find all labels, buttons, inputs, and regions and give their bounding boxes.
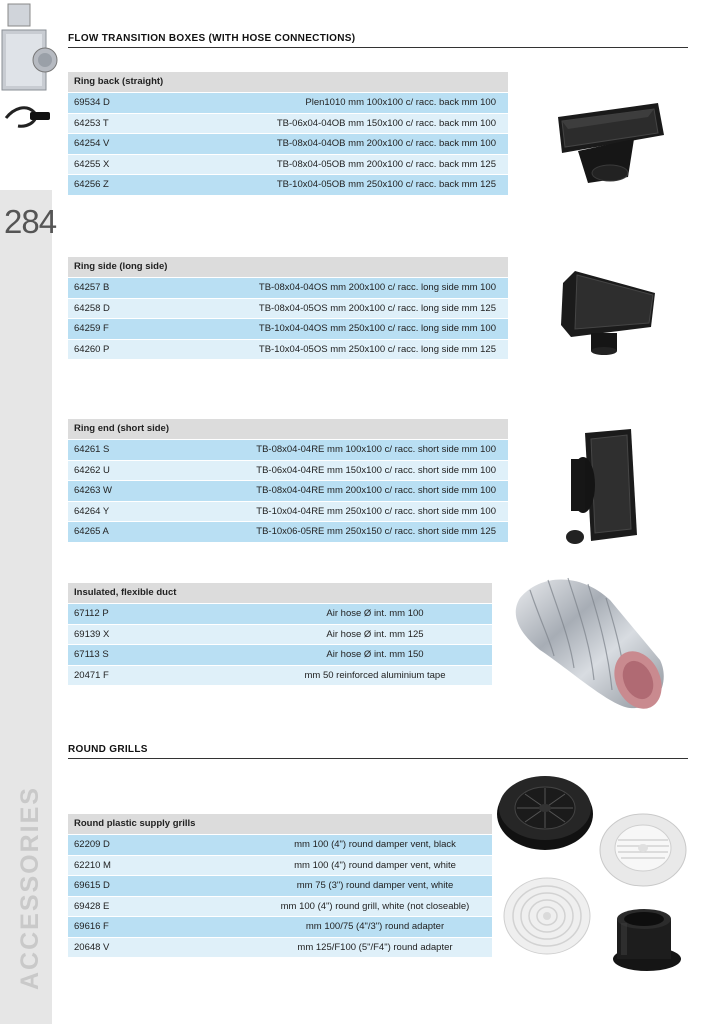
- table-row: [68, 521, 508, 542]
- product-code: 64262 U: [74, 464, 110, 476]
- table-row: [68, 834, 492, 855]
- product-description: TB-10x04-05OB mm 250x100 c/ racc. back mm 125: [276, 179, 496, 190]
- product-description: TB-08x04-04OB mm 200x100 c/ racc. back mm 100: [276, 138, 496, 149]
- product-code: 69428 E: [74, 900, 110, 912]
- product-description: TB-08x04-04OS mm 200x100 c/ racc. long side mm 100: [258, 282, 496, 293]
- product-code: 69616 F: [74, 921, 109, 932]
- product-code: 20648 V: [74, 941, 110, 953]
- product-code: 64253 T: [74, 117, 109, 129]
- product-description: mm 50 reinforced aluminium tape: [304, 669, 446, 681]
- product-description: TB-10x06-05RE mm 250x150 c/ racc. short side mm 125: [256, 526, 496, 537]
- product-description: Air hose Ø int. mm 125: [326, 628, 424, 640]
- table-row: [68, 318, 508, 339]
- table-row: [68, 174, 508, 195]
- table-header: Insulated, flexible duct: [68, 583, 492, 603]
- flexible-duct-table: [68, 583, 492, 685]
- round-grills-table: [68, 814, 492, 957]
- ring-back-table: [68, 72, 508, 195]
- black-damper-vent-image: [495, 768, 595, 853]
- table-row: [68, 665, 492, 686]
- table-header: Round plastic supply grills: [68, 814, 492, 834]
- product-description: TB-10x04-04RE mm 250x100 c/ racc. short side mm 100: [256, 505, 496, 517]
- product-code: 69534 D: [74, 97, 110, 108]
- product-code: 64263 W: [74, 485, 113, 496]
- product-description: mm 75 (3") round damper vent, white: [296, 880, 454, 891]
- table-row: [68, 113, 508, 134]
- product-code: 64264 Y: [74, 505, 110, 517]
- product-code: 67112 P: [74, 608, 109, 619]
- round-adapter-image: [605, 905, 683, 975]
- product-description: TB-08x04-04RE mm 100x100 c/ racc. short side mm 100: [256, 444, 496, 455]
- product-description: mm 100 (4") round damper vent, black: [294, 839, 456, 850]
- product-code: 64257 B: [74, 282, 110, 293]
- section-title-flow-transition-boxes: FLOW TRANSITION BOXES (WITH HOSE CONNECTIONS): [68, 33, 356, 44]
- ring-side-table: [68, 257, 508, 359]
- table-row: [68, 339, 508, 360]
- section-title-round-grills: ROUND GRILLS: [68, 744, 148, 755]
- page-number: 284: [4, 203, 57, 240]
- product-description: TB-08x04-05OS mm 200x100 c/ racc. long side mm 125: [258, 302, 496, 314]
- product-description: Air hose Ø int. mm 100: [326, 608, 424, 619]
- table-row: [68, 277, 508, 298]
- table-row: [68, 916, 492, 937]
- product-code: 20471 F: [74, 669, 109, 681]
- ring-side-box-image: [561, 271, 655, 355]
- product-code: 64256 Z: [74, 179, 109, 190]
- product-description: mm 125/F100 (5"/F4") round adapter: [297, 941, 453, 953]
- ring-end-table: [68, 419, 508, 542]
- product-code: 67113 S: [74, 649, 109, 660]
- table-header: Ring back (straight): [68, 72, 508, 92]
- section-divider: [68, 758, 688, 759]
- ring-back-box-image: [548, 95, 668, 190]
- table-row: [68, 92, 508, 113]
- section-divider: [68, 47, 688, 48]
- table-header: Ring end (short side): [68, 419, 508, 439]
- section-side-label: ACCESSORIES: [16, 786, 44, 990]
- table-row: [68, 154, 508, 175]
- product-code: 64255 X: [74, 158, 110, 170]
- product-description: TB-10x04-05OS mm 250x100 c/ racc. long side mm 125: [258, 343, 496, 355]
- table-row: [68, 875, 492, 896]
- white-round-grill-image: [502, 876, 592, 956]
- product-description: TB-10x04-04OS mm 250x100 c/ racc. long side mm 100: [258, 323, 496, 334]
- product-code: 62209 D: [74, 839, 110, 850]
- table-row: [68, 460, 508, 481]
- white-damper-vent-image: [598, 810, 688, 888]
- table-row: [68, 480, 508, 501]
- product-description: TB-08x04-05OB mm 200x100 c/ racc. back mm 125: [276, 158, 496, 170]
- product-code: 64265 A: [74, 526, 109, 537]
- product-description: Plen1010 mm 100x100 c/ racc. back mm 100: [305, 97, 496, 108]
- product-description: TB-06x04-04RE mm 150x100 c/ racc. short side mm 100: [256, 464, 496, 476]
- product-code: 64258 D: [74, 302, 110, 314]
- product-description: mm 100 (4") round damper vent, white: [294, 859, 456, 871]
- table-row: [68, 133, 508, 154]
- product-code: 64254 V: [74, 138, 110, 149]
- product-code: 64259 F: [74, 323, 109, 334]
- ventilation-box-image: [0, 0, 58, 150]
- product-description: mm 100 (4") round grill, white (not closeable): [280, 900, 470, 912]
- product-code: 62210 M: [74, 859, 111, 871]
- product-code: 69615 D: [74, 880, 110, 891]
- table-row: [68, 855, 492, 876]
- product-description: TB-08x04-04RE mm 200x100 c/ racc. short side mm 100: [256, 485, 496, 496]
- product-description: Air hose Ø int. mm 150: [326, 649, 424, 660]
- ring-end-box-image: [566, 429, 637, 544]
- table-row: [68, 603, 492, 624]
- table-row: [68, 644, 492, 665]
- product-description: mm 100/75 (4"/3") round adapter: [305, 921, 445, 932]
- table-row: [68, 501, 508, 522]
- flexible-duct-image: [510, 570, 668, 715]
- table-row: [68, 896, 492, 917]
- product-code: 64261 S: [74, 444, 110, 455]
- table-row: [68, 937, 492, 958]
- product-code: 64260 P: [74, 343, 110, 355]
- table-row: [68, 298, 508, 319]
- product-code: 69139 X: [74, 628, 110, 640]
- product-description: TB-06x04-04OB mm 150x100 c/ racc. back mm 100: [276, 117, 496, 129]
- table-row: [68, 439, 508, 460]
- table-row: [68, 624, 492, 645]
- table-header: Ring side (long side): [68, 257, 508, 277]
